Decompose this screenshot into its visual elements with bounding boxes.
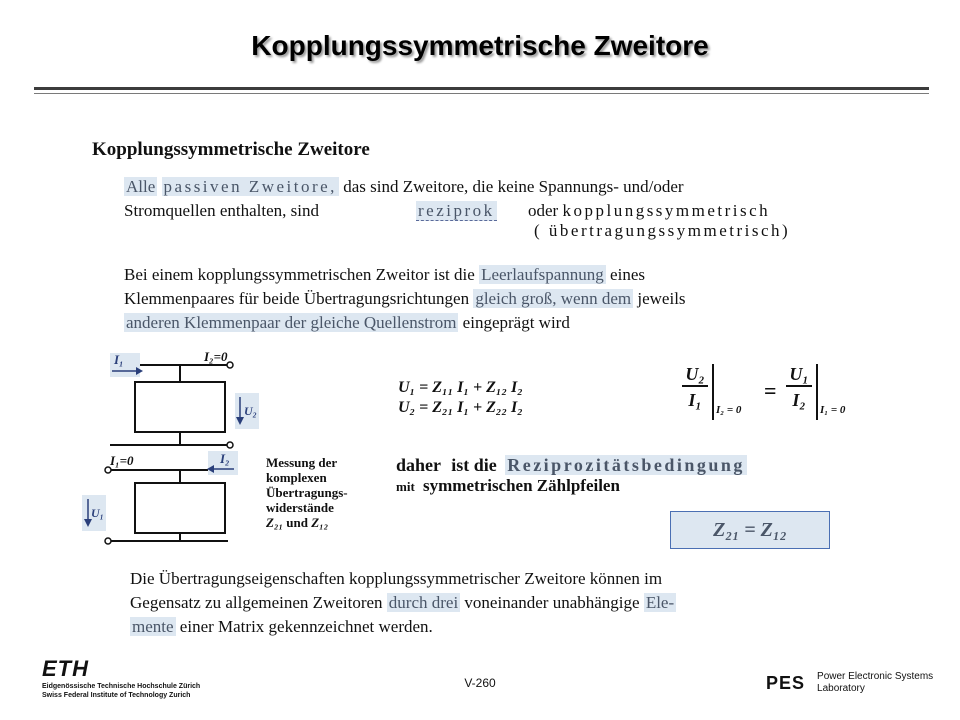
eth-line1: Eidgenössische Technische Hochschule Zürich	[42, 683, 201, 690]
frac2-cond: I₁ = 0	[820, 404, 846, 416]
p1-oder-line	[528, 201, 770, 221]
ist-die-text: ist die	[451, 455, 497, 475]
hl-ele: Ele-	[645, 593, 675, 612]
p3-line2	[130, 593, 676, 613]
circuit-caption	[266, 455, 348, 530]
pes-wordmark: PES	[766, 672, 806, 693]
reciprocity-box	[670, 511, 830, 549]
eth-wordmark: ETH	[42, 656, 89, 681]
equation-2: U₂ = Z₂₁ I₁ + Z₂₂ I₂	[398, 399, 523, 416]
circuit-bottom	[110, 470, 228, 541]
hl-reziprozitaet: Reziprozitätsbedingung	[507, 455, 745, 475]
mit-text: mit	[396, 479, 415, 494]
top-u2-label: U₂	[244, 404, 257, 418]
hl-alle: Alle	[126, 177, 156, 196]
mit-line	[396, 476, 620, 496]
p1-line2a: Stromquellen enthalten, sind	[124, 201, 319, 220]
caption-line3: Übertragungs-	[266, 485, 348, 500]
impedance-equations	[398, 378, 523, 418]
pes-line2: Laboratory	[817, 683, 865, 694]
caption-line1: Messung der	[266, 455, 338, 470]
eth-line2: Swiss Federal Institute of Technology Zurich	[42, 692, 191, 699]
hl-quellenstrom: anderen Klemmenpaar der gleiche Quellenstrom	[126, 313, 457, 332]
frac2-num: U₁	[786, 364, 812, 387]
p1-kopplungs: kopplungssymmetrisch	[562, 201, 771, 220]
p3-l2a: Gegensatz zu allgemeinen Zweitoren	[130, 593, 383, 612]
p2-l1a: Bei einem kopplungssymmetrischen Zweitor ist die	[124, 265, 475, 284]
bot-i1-label: I₁=0	[110, 453, 134, 468]
bot-u1-label: U₁	[91, 506, 104, 520]
hl-durch-drei: durch drei	[388, 593, 459, 612]
top-i2-label: I₂=0	[204, 349, 228, 364]
p2-l2a: Klemmenpaares für beide Übertragungsrichtungen	[124, 289, 470, 308]
p3-l2b: voneinander unabhängige	[464, 593, 640, 612]
p1-line1	[124, 177, 684, 197]
p1-uebertragungs: ( übertragungssymmetrisch)	[534, 221, 791, 240]
p1-reziprok	[416, 201, 497, 221]
p1-line2	[124, 201, 319, 221]
caption-line4: widerstände	[266, 500, 334, 515]
reciprocity-equation: Z₂₁ = Z₁₂	[713, 519, 787, 541]
frac1-cond: I₂ = 0	[716, 404, 742, 416]
p3-l3b: einer Matrix gekennzeichnet werden.	[179, 617, 433, 636]
symm-text: symmetrischen Zählpfeilen	[423, 476, 620, 495]
slide-title: Kopplungssymmetrische Zweitore	[251, 30, 709, 61]
daher-text: daher	[396, 455, 441, 475]
caption-z21: Z₂₁	[266, 515, 284, 530]
hl-reziprok: reziprok	[418, 201, 495, 220]
hl-passiven: passiven Zweitore,	[163, 177, 337, 196]
p2-line1	[124, 265, 645, 285]
frac-equals: =	[764, 378, 777, 403]
pes-logo	[766, 671, 933, 695]
header-rule	[34, 87, 929, 90]
pes-line1: Power Electronic Systems	[817, 671, 934, 682]
caption-z12: Z₁₂	[311, 515, 329, 530]
p3-line1: Die Übertragungseigenschaften kopplungssymmetrischer Zweitore können im	[130, 569, 663, 588]
terminal-top-right	[227, 362, 233, 368]
equation-1: U₁ = Z₁₁ I₁ + Z₁₂ I₂	[398, 379, 523, 396]
frac1-bar	[712, 364, 714, 420]
hl-gleich: gleich groß, wenn dem	[475, 289, 632, 308]
daher-line	[396, 455, 747, 476]
p2-line2	[124, 289, 686, 309]
transfer-fractions	[682, 364, 882, 424]
terminal-bottom-right	[227, 442, 233, 448]
twoport-box-bottom	[135, 483, 225, 533]
caption-line5	[266, 515, 348, 530]
hl-leerlauf: Leerlaufspannung	[481, 265, 604, 284]
p1-oder: oder	[528, 201, 559, 220]
p1-rest: das sind Zweitore, die keine Spannungs- und/oder	[343, 177, 684, 196]
header-rule-thin	[34, 93, 929, 94]
content-heading: Kopplungssymmetrische Zweitore	[92, 139, 370, 160]
caption-und: und	[286, 515, 308, 530]
pes-text	[817, 671, 933, 695]
terminal-bl-bottom	[105, 538, 111, 544]
frac1-den: I₁	[688, 390, 702, 410]
twoport-box-top	[135, 382, 225, 432]
p2-l1b: eines	[610, 265, 645, 284]
frac1-num: U₂	[682, 364, 708, 387]
top-i1-label: I₁	[114, 352, 124, 367]
caption-line2: komplexen	[266, 470, 327, 485]
slide-number: V-260	[464, 676, 496, 690]
p2-l2b: jeweils	[637, 289, 686, 308]
p2-l3b: eingeprägt wird	[462, 313, 570, 332]
p3-line3	[130, 617, 433, 637]
bot-i2-label: I₂	[220, 451, 230, 466]
hl-mente: mente	[132, 617, 174, 636]
frac2-den: I₂	[792, 390, 806, 410]
frac2-bar	[816, 364, 818, 420]
p2-line3	[124, 313, 570, 333]
